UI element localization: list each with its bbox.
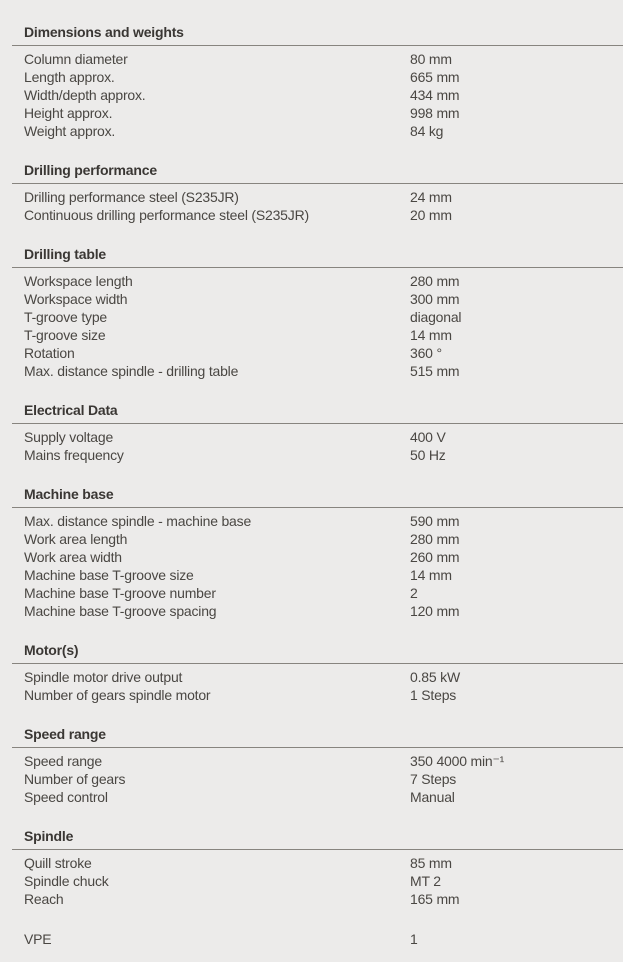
- spec-value: 24 mm: [410, 189, 452, 205]
- spec-label: Spindle chuck: [24, 873, 109, 889]
- spec-value: 280 mm: [410, 273, 460, 289]
- section-divider: [12, 747, 623, 748]
- spec-value: 665 mm: [410, 69, 460, 85]
- section-divider: [12, 849, 623, 850]
- spec-row: [0, 872, 623, 890]
- spec-row: [0, 326, 623, 344]
- spec-row: [0, 272, 623, 290]
- spec-label: Machine base T-groove size: [24, 567, 194, 583]
- section-divider: [12, 267, 623, 268]
- spec-section: [0, 827, 623, 908]
- spec-label: VPE: [24, 931, 52, 947]
- spec-row: [0, 86, 623, 104]
- spec-row: [0, 68, 623, 86]
- spec-value: 7 Steps: [410, 771, 457, 787]
- section-rows: [0, 668, 623, 704]
- spec-value: 998 mm: [410, 105, 460, 121]
- section-title: Drilling table: [24, 246, 106, 262]
- spec-section: [0, 161, 623, 224]
- spec-row: [0, 104, 623, 122]
- spec-value: 14 mm: [410, 327, 452, 343]
- spec-row: [0, 686, 623, 704]
- spec-value: MT 2: [410, 873, 441, 889]
- spec-label: Continuous drilling performance steel (S235JR): [24, 207, 309, 223]
- spec-label: Length approx.: [24, 69, 115, 85]
- spec-value: 350 4000 min⁻¹: [410, 753, 505, 769]
- spec-row: [0, 428, 623, 446]
- spec-row: [0, 362, 623, 380]
- spec-value: 85 mm: [410, 855, 452, 871]
- spec-label: Workspace length: [24, 273, 133, 289]
- spec-row: [0, 512, 623, 530]
- spec-value: 165 mm: [410, 891, 460, 907]
- spec-value: 260 mm: [410, 549, 460, 565]
- spec-value: 400 V: [410, 429, 446, 445]
- section-divider: [12, 423, 623, 424]
- spec-label: Drilling performance steel (S235JR): [24, 189, 239, 205]
- section-rows: [0, 272, 623, 380]
- vpe-row: [0, 930, 623, 948]
- spec-label: T-groove size: [24, 327, 106, 343]
- spec-value: Manual: [410, 789, 455, 805]
- spec-label: T-groove type: [24, 309, 107, 325]
- spec-label: Supply voltage: [24, 429, 114, 445]
- spec-row: [0, 584, 623, 602]
- spec-label: Speed range: [24, 753, 102, 769]
- spec-value: 434 mm: [410, 87, 460, 103]
- section-title: Drilling performance: [24, 162, 157, 178]
- spec-row: [0, 770, 623, 788]
- spec-row: [0, 308, 623, 326]
- spec-row: [0, 668, 623, 686]
- spec-section: [0, 401, 623, 464]
- section-rows: [0, 752, 623, 806]
- spec-section: [0, 725, 623, 806]
- spec-section: [0, 485, 623, 620]
- spec-value: 84 kg: [410, 123, 444, 139]
- spec-label: Rotation: [24, 345, 75, 361]
- spec-row: [0, 752, 623, 770]
- spec-row: [0, 50, 623, 68]
- spec-label: Column diameter: [24, 51, 128, 67]
- spec-row: [0, 854, 623, 872]
- spec-label: Quill stroke: [24, 855, 92, 871]
- section-title: Machine base: [24, 486, 114, 502]
- spec-value: 1 Steps: [410, 687, 457, 703]
- spec-label: Machine base T-groove spacing: [24, 603, 217, 619]
- spec-label: Height approx.: [24, 105, 113, 121]
- section-title: Electrical Data: [24, 402, 118, 418]
- spec-value: 360 °: [410, 345, 442, 361]
- section-rows: [0, 512, 623, 620]
- spec-value: 2: [410, 585, 418, 601]
- spec-row: [0, 548, 623, 566]
- spec-label: Work area width: [24, 549, 122, 565]
- spec-row: [0, 566, 623, 584]
- spec-value: 590 mm: [410, 513, 460, 529]
- spec-value: 50 Hz: [410, 447, 446, 463]
- section-title: Spindle: [24, 828, 74, 844]
- section-divider: [12, 663, 623, 664]
- section-title: Speed range: [24, 726, 106, 742]
- spec-row: [0, 602, 623, 620]
- spec-value: 300 mm: [410, 291, 460, 307]
- spec-value: 80 mm: [410, 51, 452, 67]
- spec-value: 20 mm: [410, 207, 452, 223]
- section-divider: [12, 183, 623, 184]
- spec-label: Spindle motor drive output: [24, 669, 183, 685]
- spec-value: 1: [410, 931, 418, 947]
- section-divider: [12, 507, 623, 508]
- spec-value: 515 mm: [410, 363, 460, 379]
- spec-row: [0, 890, 623, 908]
- spec-value: 14 mm: [410, 567, 452, 583]
- spec-row: [0, 344, 623, 362]
- spec-label: Machine base T-groove number: [24, 585, 216, 601]
- spec-label: Number of gears spindle motor: [24, 687, 211, 703]
- spec-label: Mains frequency: [24, 447, 124, 463]
- spec-label: Reach: [24, 891, 64, 907]
- section-rows: [0, 428, 623, 464]
- spec-row: [0, 206, 623, 224]
- spec-value: 120 mm: [410, 603, 460, 619]
- spec-row: [0, 290, 623, 308]
- section-rows: [0, 854, 623, 908]
- section-divider: [12, 45, 623, 46]
- spec-sections-container: [0, 23, 623, 908]
- spec-label: Max. distance spindle - machine base: [24, 513, 252, 529]
- spec-label: Workspace width: [24, 291, 128, 307]
- spec-section: [0, 23, 623, 140]
- section-rows: [0, 50, 623, 140]
- spec-label: Speed control: [24, 789, 108, 805]
- spec-row: [0, 446, 623, 464]
- spec-row: [0, 122, 623, 140]
- spec-label: Work area length: [24, 531, 128, 547]
- section-title: Dimensions and weights: [24, 24, 184, 40]
- spec-label: Max. distance spindle - drilling table: [24, 363, 239, 379]
- spec-value: diagonal: [410, 309, 462, 325]
- spec-value: 280 mm: [410, 531, 460, 547]
- spec-row: [0, 530, 623, 548]
- section-rows: [0, 188, 623, 224]
- spec-label: Weight approx.: [24, 123, 116, 139]
- spec-label: Number of gears: [24, 771, 126, 787]
- section-title: Motor(s): [24, 642, 79, 658]
- spec-value: 0.85 kW: [410, 669, 460, 685]
- spec-row: [0, 188, 623, 206]
- spec-row: [0, 788, 623, 806]
- spec-label: Width/depth approx.: [24, 87, 146, 103]
- spec-section: [0, 641, 623, 704]
- spec-section: [0, 245, 623, 380]
